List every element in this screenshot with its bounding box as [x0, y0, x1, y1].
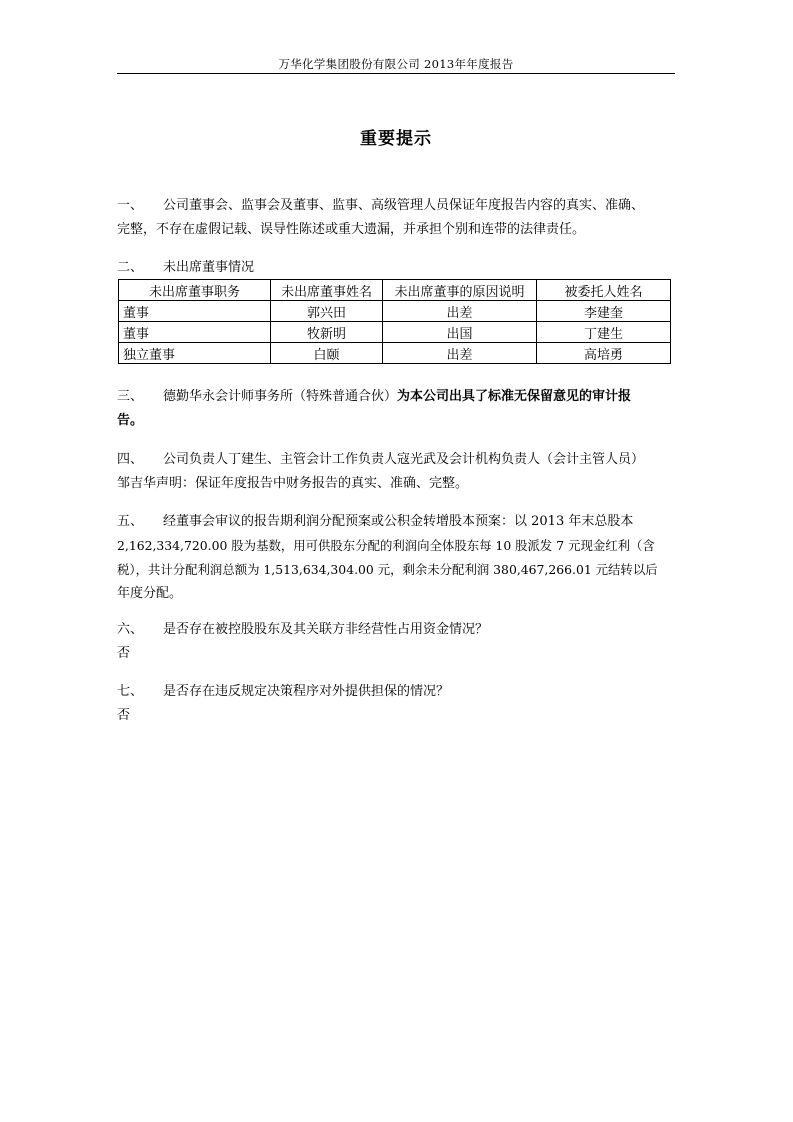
- table-cell: 独立董事: [119, 343, 271, 364]
- section-3-line-1: 三、 德勤华永会计师事务所（特殊普通合伙）为本公司出具了标准无保留意见的审计报: [117, 385, 675, 409]
- table-row: [119, 322, 671, 343]
- section-7-question: 七、 是否存在违反规定决策程序对外提供担保的情况？: [117, 680, 675, 704]
- header-rule: [117, 73, 675, 74]
- table-row: [119, 301, 671, 322]
- section-2: [117, 256, 675, 280]
- table-header-cell: 未出席董事的原因说明: [383, 280, 537, 301]
- section-5-line-1: 五、 经董事会审议的报告期利润分配预案或公积金转增股本预案：以 2013 年末总股本: [117, 510, 675, 534]
- table-row: [119, 343, 671, 364]
- page-title: 重要提示: [360, 129, 432, 149]
- table-cell: 李建奎: [537, 301, 671, 322]
- section-5: [117, 510, 675, 606]
- section-1-line-1: 一、 公司董事会、监事会及董事、监事、高级管理人员保证年度报告内容的真实、准确、: [117, 194, 675, 218]
- table-cell: 出国: [383, 322, 537, 343]
- section-5-line-3: 税），共计分配利润总额为 1,513,634,304.00 元，剩余未分配利润 380,467,266.01 元结转以后: [117, 562, 658, 577]
- section-5-line-4: 年度分配。: [117, 586, 183, 601]
- section-7: [117, 680, 675, 728]
- section-7-number: 七、: [117, 684, 144, 699]
- table-cell: 高培勇: [537, 343, 671, 364]
- section-2-number: 二、: [117, 260, 144, 275]
- table-header-row: [119, 280, 671, 301]
- section-5-line-2: 2,162,334,720.00 股为基数，用可供股东分配的利润向全体股东每 10 股派发 7 元现金红利（含: [117, 538, 655, 553]
- table-cell: 出差: [383, 301, 537, 322]
- section-6: [117, 618, 675, 666]
- section-6-number: 六、: [117, 622, 144, 637]
- table-cell: 牧新明: [271, 322, 383, 343]
- table-cell: 郭兴田: [271, 301, 383, 322]
- section-6-question: 六、 是否存在被控股股东及其关联方非经营性占用资金情况？: [117, 618, 675, 642]
- table-header-cell: 被委托人姓名: [537, 280, 671, 301]
- section-3-number: 三、: [117, 389, 144, 404]
- table-header-cell: 未出席董事职务: [119, 280, 271, 301]
- section-6-answer: 否: [117, 646, 131, 661]
- table-cell: 出差: [383, 343, 537, 364]
- section-3: [117, 385, 675, 433]
- section-4-line-2: 邹吉华声明：保证年度报告中财务报告的真实、准确、完整。: [117, 476, 469, 491]
- section-1-number: 一、: [117, 198, 144, 213]
- section-1: [117, 194, 675, 242]
- section-4-line-1: 四、 公司负责人丁建生、主管会计工作负责人寇光武及会计机构负责人（会计主管人员）: [117, 448, 675, 472]
- running-header: 万华化学集团股份有限公司 2013年年度报告: [278, 57, 514, 71]
- section-5-number: 五、: [117, 514, 144, 529]
- table-cell: 白颐: [271, 343, 383, 364]
- absent-directors-table: [118, 279, 671, 364]
- section-4-number: 四、: [117, 452, 144, 467]
- table-cell: 董事: [119, 322, 271, 343]
- table-cell: 董事: [119, 301, 271, 322]
- section-4: [117, 448, 675, 496]
- table-cell: 丁建生: [537, 322, 671, 343]
- section-2-heading: 未出席董事情况: [163, 260, 255, 275]
- section-1-line-2: 完整，不存在虚假记载、误导性陈述或重大遗漏，并承担个别和连带的法律责任。: [117, 222, 586, 237]
- section-3-line-2: 告。: [117, 413, 144, 428]
- section-7-answer: 否: [117, 708, 131, 723]
- table-header-cell: 未出席董事姓名: [271, 280, 383, 301]
